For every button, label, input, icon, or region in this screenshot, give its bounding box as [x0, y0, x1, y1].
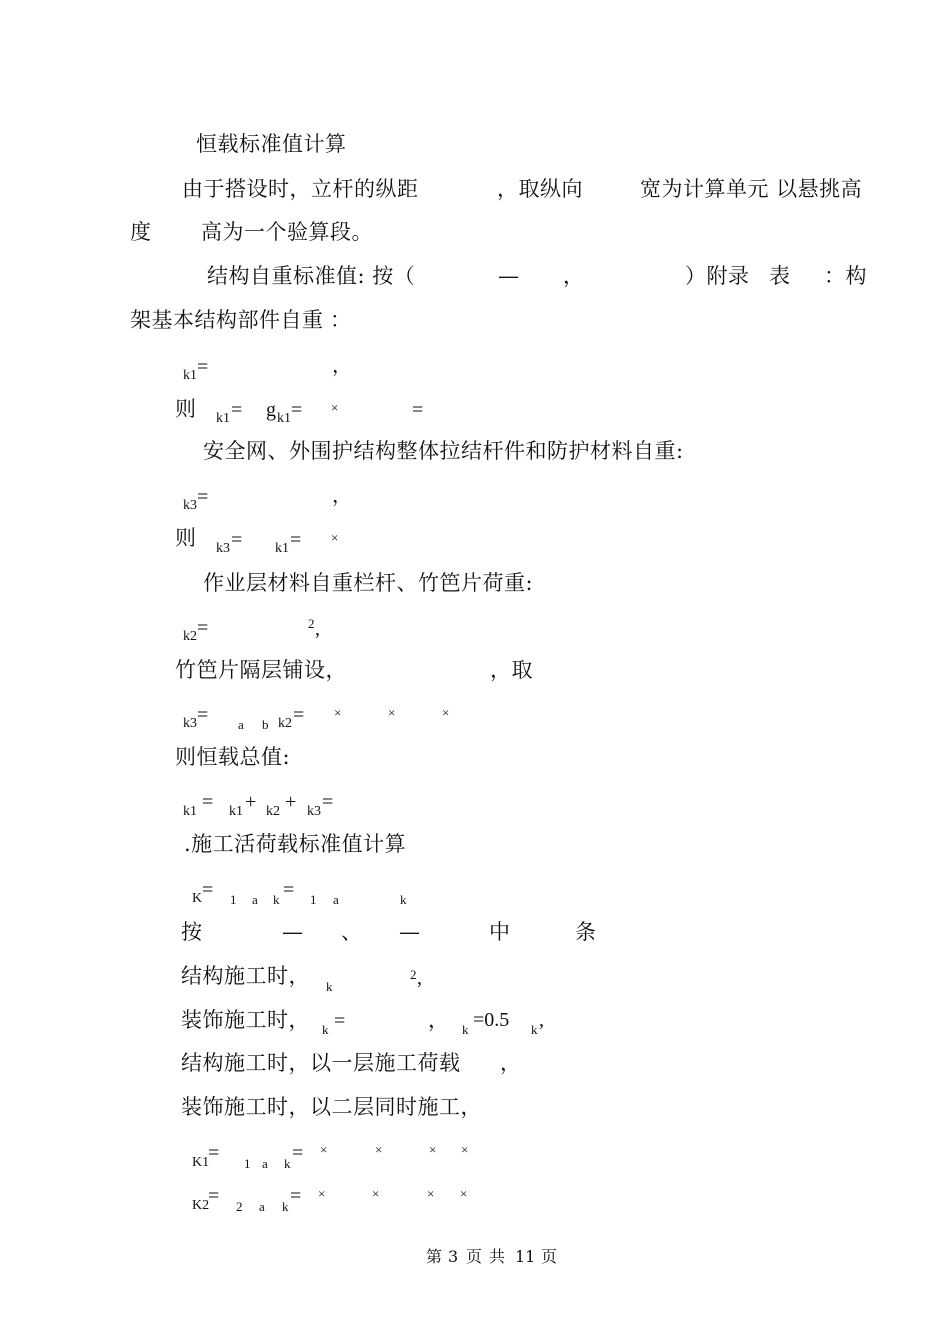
current-page-number: 3	[448, 1247, 459, 1266]
superscript-2: 2	[410, 967, 417, 982]
code-reference-dash: —	[282, 920, 304, 944]
paragraph-4-text: 作业层材料自重栏杆、竹笆片荷重:	[203, 571, 534, 595]
subscript-k: k	[282, 1199, 289, 1214]
equals-sign: =	[283, 879, 295, 901]
subscript-k: k	[326, 979, 333, 994]
times-sign: ×	[388, 705, 396, 720]
equals-sign: =	[197, 486, 209, 508]
g-symbol: g	[266, 399, 276, 421]
subscript-a: a	[262, 1156, 268, 1171]
equals-sign: =	[197, 356, 209, 378]
comma: ,	[315, 618, 320, 640]
subscript-a: a	[238, 717, 244, 732]
total-pages: 11	[515, 1247, 536, 1266]
superscript-2: 2	[308, 616, 315, 631]
paragraph-5-text: ，取	[490, 658, 533, 682]
code-reference-dash: —	[399, 920, 421, 944]
heading-live-load: .施工活荷载标准值计算	[184, 832, 407, 856]
sum-subscript: k3	[307, 804, 321, 819]
equals-sign: =	[202, 791, 214, 813]
equals-sign: =	[291, 399, 303, 421]
subscript-a: a	[252, 892, 258, 907]
qk-subscript: K	[192, 891, 203, 906]
sum-subscript: k1	[183, 804, 197, 819]
times-sign: ×	[461, 1142, 469, 1157]
times-sign: ×	[372, 1186, 380, 1201]
times-sign: ×	[375, 1142, 383, 1157]
subscript-a: a	[259, 1199, 265, 1214]
subscript-2: 2	[236, 1199, 243, 1214]
equals-sign: =	[412, 399, 424, 421]
load-value: =0.5	[473, 1009, 510, 1031]
comma: ，	[332, 355, 352, 377]
subscript-k: k	[322, 1022, 329, 1037]
equals-sign: =	[231, 399, 243, 421]
subscript-k: k	[462, 1022, 469, 1037]
heading-dead-load: 恒载标准值计算	[196, 132, 347, 156]
subscript-k: k	[273, 892, 280, 907]
gk1-subscript: k1	[277, 411, 291, 426]
footer-text: 页	[541, 1247, 558, 1266]
paragraph-1-text: 由于搭设时，立杆的纵距	[182, 177, 419, 201]
equals-sign: =	[322, 791, 334, 813]
paragraph-1-text: 宽为计算单元 以悬挑高	[640, 177, 863, 201]
paragraph-2-comma: ，	[563, 264, 585, 288]
equals-sign: =	[292, 1142, 304, 1164]
footer-text: 共	[489, 1247, 506, 1266]
plus-sign: +	[285, 791, 297, 813]
comma: ,	[417, 967, 422, 989]
equals-sign: =	[208, 1142, 220, 1164]
paragraph-6-text: 则恒载总值:	[175, 745, 291, 769]
times-sign: ×	[320, 1142, 328, 1157]
times-sign: ×	[429, 1142, 437, 1157]
times-sign: ×	[460, 1186, 468, 1201]
paragraph-8-text: 装饰施工时，以二层同时施工，	[181, 1095, 482, 1119]
plus-sign: +	[245, 791, 257, 813]
decoration-construction-text: 装饰施工时，	[181, 1008, 310, 1032]
gk1-subscript: k1	[183, 368, 197, 383]
code-reference-text: 按	[181, 920, 203, 944]
gk3-subscript: k3	[183, 498, 197, 513]
times-sign: ×	[442, 705, 450, 720]
times-sign: ×	[318, 1186, 326, 1201]
paragraph-2-text: ：构	[824, 264, 867, 288]
equals-sign: =	[208, 1185, 220, 1207]
equals-sign: =	[290, 529, 302, 551]
formula-prefix: 则	[175, 526, 197, 550]
equals-sign: =	[293, 704, 305, 726]
subscript-1: 1	[244, 1156, 251, 1171]
k2-subscript: k2	[278, 716, 292, 731]
nk3-subscript: k3	[183, 716, 197, 731]
footer-text: 页	[466, 1247, 483, 1266]
paragraph-2-dash: —	[498, 264, 520, 288]
code-reference-text: 条	[575, 920, 597, 944]
comma: ，	[428, 1008, 450, 1032]
nk2-subscript: K2	[192, 1198, 210, 1213]
subscript-b: b	[262, 717, 269, 732]
footer-text: 第	[426, 1247, 443, 1266]
subscript-a: a	[333, 892, 339, 907]
paragraph-5-text: 竹笆片隔层铺设，	[175, 658, 347, 682]
paragraph-1-text: 度	[130, 220, 152, 244]
equals-sign: =	[197, 617, 209, 639]
subscript-k: k	[284, 1156, 291, 1171]
comma: ，	[332, 485, 352, 507]
paragraph-3-text: 安全网、外围护结构整体拉结杆件和防护材料自重:	[203, 439, 684, 463]
gk3-subscript: k3	[216, 541, 230, 556]
equals-sign: =	[231, 529, 243, 551]
sum-subscript: k1	[229, 804, 243, 819]
nk1-subscript: K1	[192, 1155, 210, 1170]
subscript-k: k	[400, 892, 407, 907]
times-sign: ×	[427, 1186, 435, 1201]
equals-sign: =	[197, 704, 209, 726]
equals-sign: =	[334, 1010, 346, 1032]
gk1-subscript: k1	[275, 541, 289, 556]
times-sign: ×	[331, 400, 339, 415]
times-sign: ×	[331, 530, 339, 545]
paragraph-1-text: 高为一个验算段。	[201, 220, 373, 244]
gk1-subscript: k1	[216, 411, 230, 426]
paragraph-2-text: 结构自重标准值: 按（	[207, 264, 416, 288]
subscript-1: 1	[310, 892, 317, 907]
paragraph-1-text: ，取纵向	[497, 177, 583, 201]
paragraph-2-text: 架基本结构部件自重	[130, 308, 324, 332]
gk2-subscript: k2	[183, 629, 197, 644]
formula-prefix: 则	[175, 397, 197, 421]
paragraph-7-text: 结构施工时，以一层施工荷载	[181, 1051, 461, 1075]
subscript-k: k	[531, 1022, 538, 1037]
sum-subscript: k2	[266, 804, 280, 819]
subscript-1: 1	[230, 892, 237, 907]
equals-sign: =	[290, 1185, 302, 1207]
paragraph-7-text: ，	[500, 1051, 522, 1075]
code-reference-separator: 、	[341, 920, 363, 944]
equals-sign: =	[202, 879, 214, 901]
paragraph-2-colon: ：	[330, 308, 352, 332]
structure-construction-text: 结构施工时，	[181, 964, 310, 988]
comma: ,	[539, 1009, 544, 1031]
paragraph-2-text: 表	[769, 264, 791, 288]
times-sign: ×	[334, 705, 342, 720]
code-reference-text: 中	[489, 920, 511, 944]
paragraph-2-text: ）附录	[685, 264, 750, 288]
